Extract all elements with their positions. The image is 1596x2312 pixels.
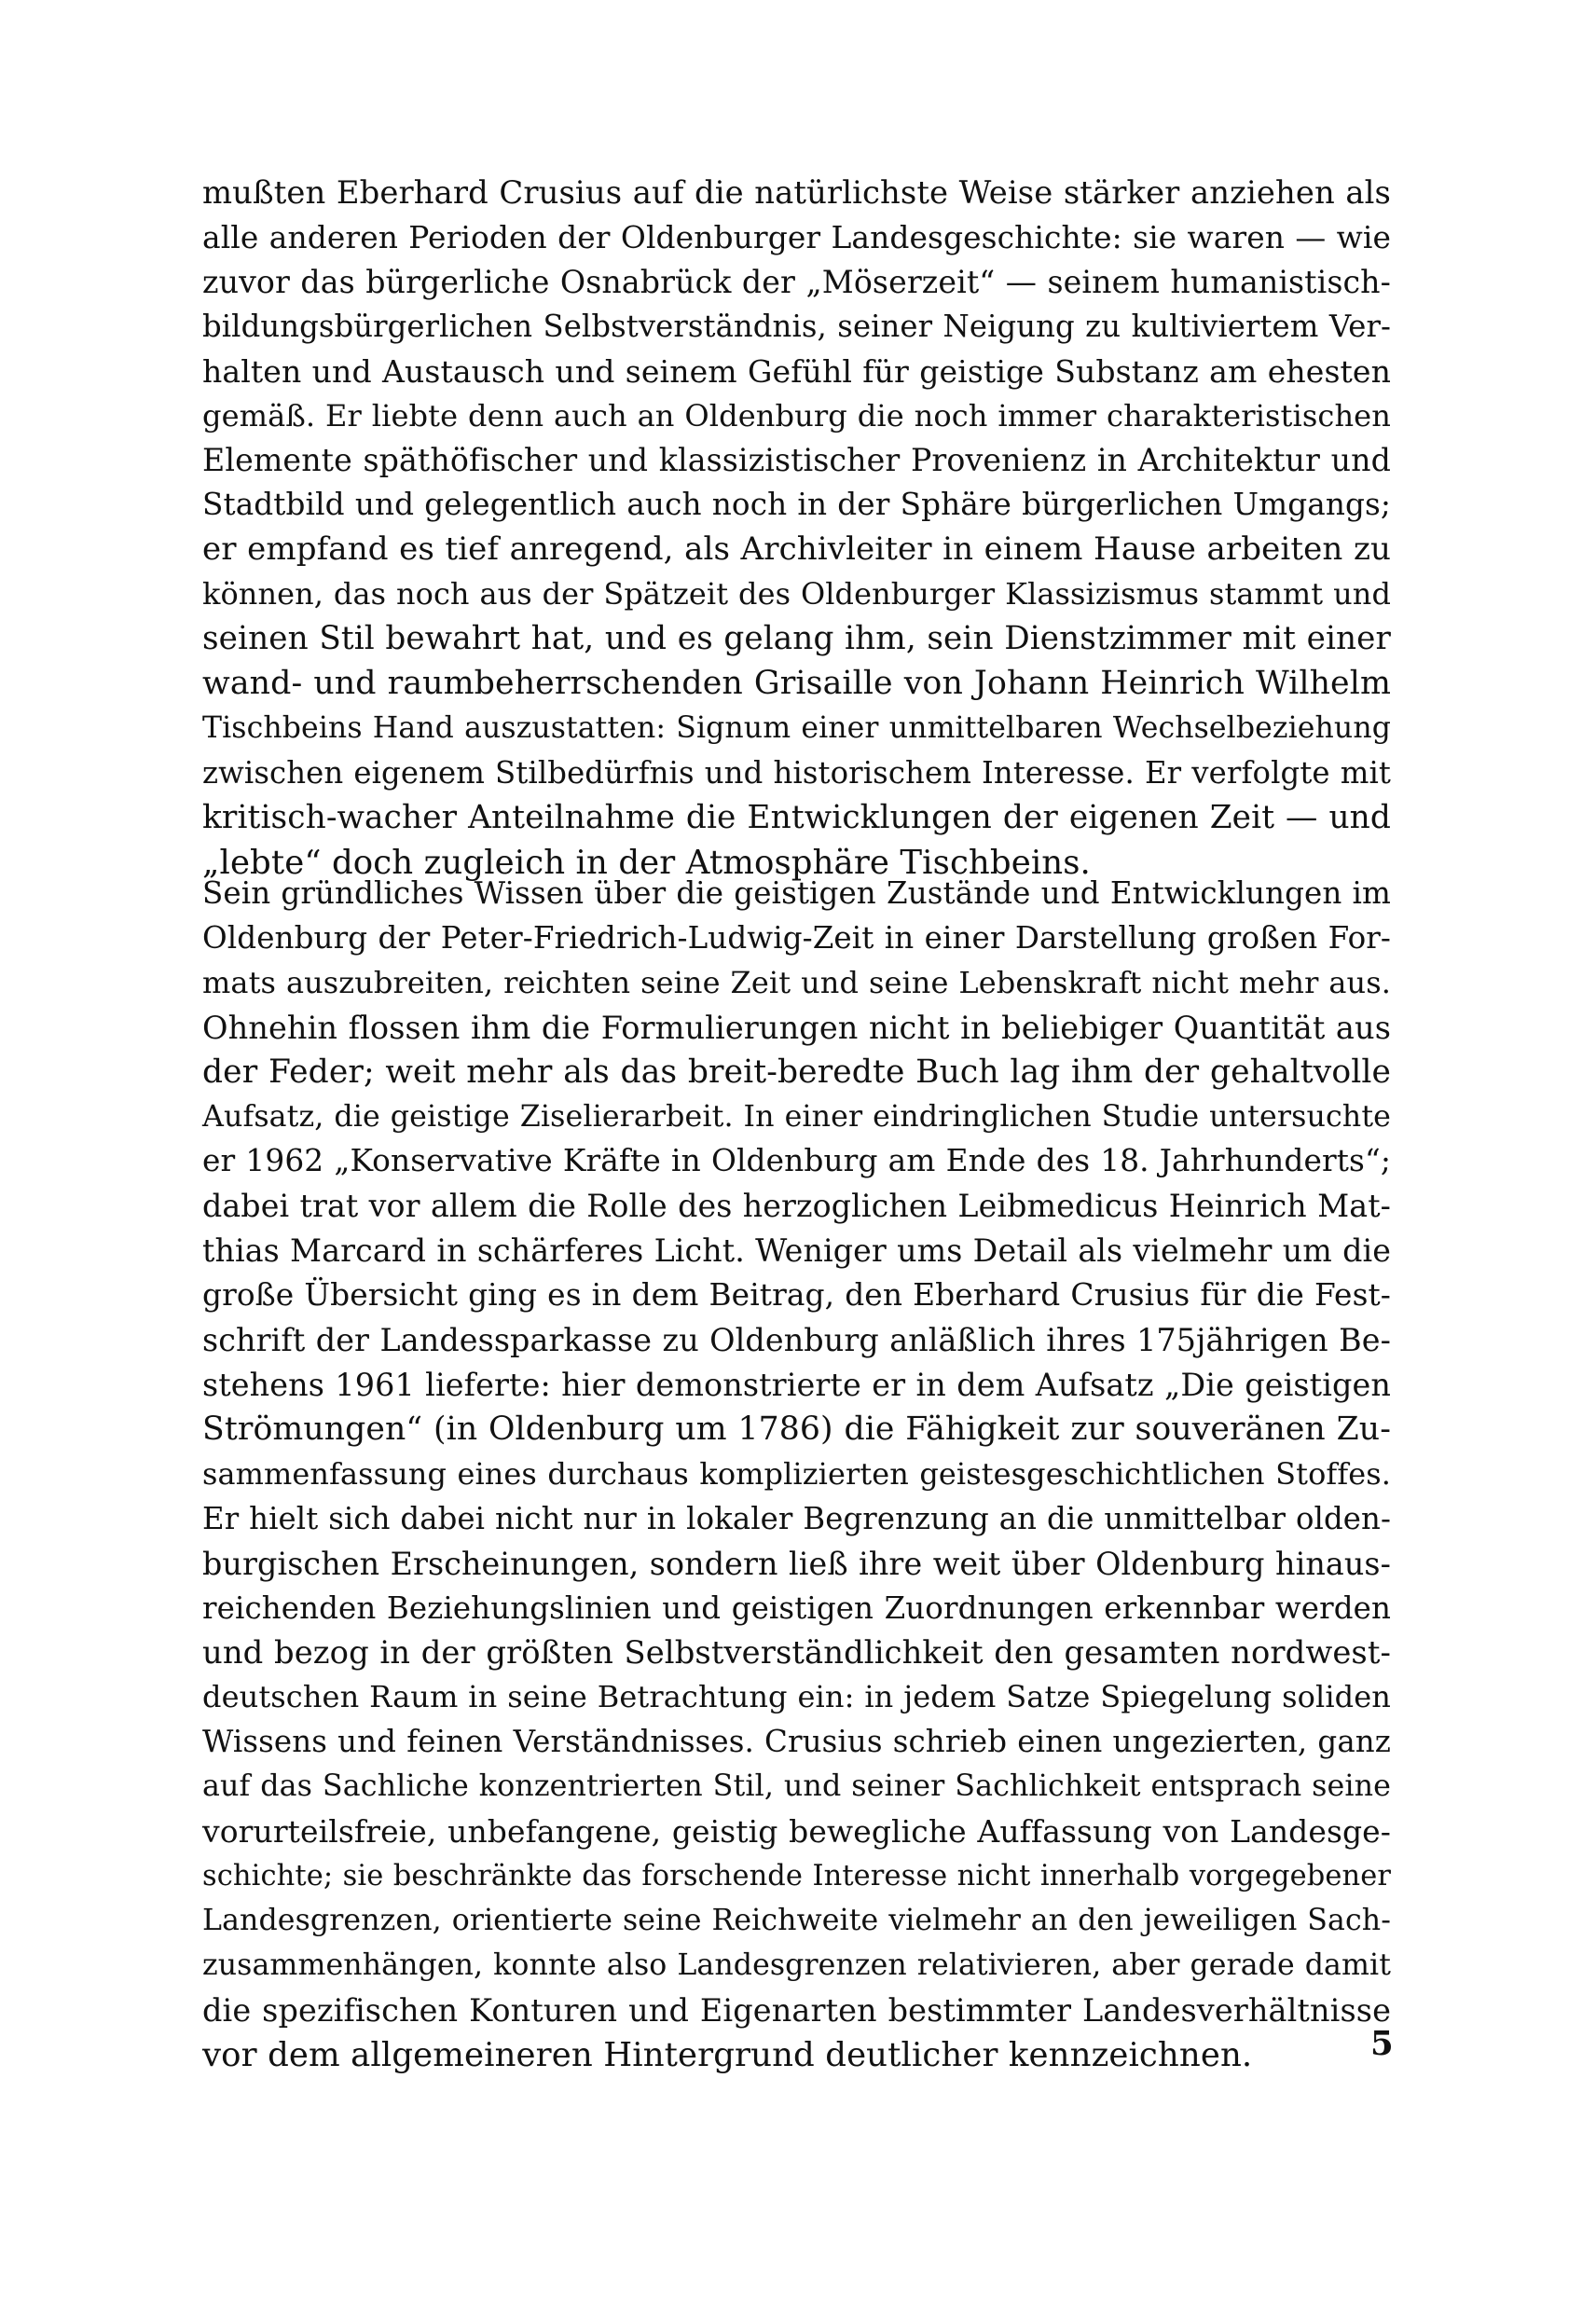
text-line: Strömungen“ (in Oldenburg um 1786) die Fähigkeit zur souveränen Zu-: [202, 1410, 1391, 1448]
text-line: halten und Austausch und seinem Gefühl für geistige Substanz am ehesten: [202, 352, 1391, 390]
text-line: große Übersicht ging es in dem Beitrag, den Eberhard Crusius für die Fest-: [202, 1277, 1391, 1314]
text-line: Sein gründliches Wissen über die geistigen Zustände und Entwicklungen im: [202, 875, 1391, 911]
text-line: vorurteilsfreie, unbefangene, geistig bewegliche Auffassung von Landesge-: [202, 1813, 1391, 1851]
text-line: vor dem allgemeineren Hintergrund deutlicher kennzeichnen.: [202, 2035, 1253, 2074]
text-line: seinen Stil bewahrt hat, und es gelang ihm, sein Dienstzimmer mit einer: [202, 620, 1391, 658]
text-line: thias Marcard in schärferes Licht. Weniger ums Detail als vielmehr um die: [202, 1232, 1391, 1270]
text-line: Landesgrenzen, orientierte seine Reichweite vielmehr an den jeweiligen Sach-: [202, 1903, 1391, 1937]
paragraph-1: [202, 171, 1391, 886]
text-line: schrift der Landessparkasse zu Oldenburg anläßlich ihres 175jährigen Be-: [202, 1322, 1391, 1359]
text-line: mats auszubreiten, reichten seine Zeit und seine Lebenskraft nicht mehr aus.: [202, 964, 1391, 1000]
text-line: Oldenburg der Peter-Friedrich-Ludwig-Zeit in einer Darstellung großen For-: [202, 919, 1391, 956]
text-line: alle anderen Perioden der Oldenburger Landesgeschichte: sie waren — wie: [202, 218, 1391, 255]
text-line: wand- und raumbeherrschenden Grisaille von Johann Heinrich Wilhelm: [202, 664, 1391, 702]
text-line: Er hielt sich dabei nicht nur in lokaler Begrenzung an die unmittelbar olden-: [202, 1500, 1391, 1536]
text-line: sammenfassung eines durchaus komplizierten geistesgeschichtlichen Stoffes.: [202, 1455, 1391, 1492]
text-line: und bezog in der größten Selbstverständlichkeit den gesamten nordwest-: [202, 1634, 1391, 1672]
text-line: können, das noch aus der Spätzeit des Oldenburger Klassizismus stammt und: [202, 576, 1391, 612]
text-line: zusammenhängen, konnte also Landesgrenzen relativieren, aber gerade damit: [202, 1947, 1391, 1982]
text-line: kritisch-wacher Anteilnahme die Entwicklungen der eigenen Zeit — und: [202, 798, 1391, 836]
page-number: 5: [1370, 2025, 1394, 2063]
text-line: Tischbeins Hand auszustatten: Signum einer unmittelbaren Wechselbeziehung: [202, 710, 1391, 745]
text-line: er 1962 „Konservative Kräfte in Oldenburg am Ende des 18. Jahrhunderts“;: [202, 1143, 1391, 1179]
text-line: „lebte“ doch zugleich in der Atmosphäre Tischbeins.: [202, 843, 1091, 882]
text-line: Aufsatz, die geistige Ziselierarbeit. In einer eindringlichen Studie untersuchte: [202, 1099, 1391, 1134]
paragraph-2: [202, 872, 1394, 2077]
text-line: auf das Sachliche konzentrierten Stil, und seiner Sachlichkeit entsprach seine: [202, 1769, 1391, 1804]
text-line: stehens 1961 lieferte: hier demonstrierte er in dem Aufsatz „Die geistigen: [202, 1366, 1391, 1403]
text-line: dabei trat vor allem die Rolle des herzoglichen Leibmedicus Heinrich Mat-: [202, 1188, 1391, 1225]
text-line: zuvor das bürgerliche Osnabrück der „Möserzeit“ — seinem humanistisch-: [202, 263, 1391, 300]
text-line: reichenden Beziehungslinien und geistigen Zuordnungen erkennbar werden: [202, 1590, 1391, 1626]
text-line: bildungsbürgerlichen Selbstverständnis, seiner Neigung zu kultiviertem Ver-: [202, 308, 1391, 344]
text-line: Ohnehin flossen ihm die Formulierungen nicht in beliebiger Quantität aus: [202, 1009, 1391, 1046]
text-line: Elemente späthöfischer und klassizistischer Provenienz in Architektur und: [202, 442, 1391, 479]
text-line: gemäß. Er liebte denn auch an Oldenburg die noch immer charakteristischen: [202, 397, 1391, 434]
text-line: er empfand es tief anregend, als Archivleiter in einem Hause arbeiten zu: [202, 530, 1391, 569]
text-line: Wissens und feinen Verständnisses. Crusius schrieb einen ungezierten, ganz: [202, 1724, 1391, 1760]
text-line: burgischen Erscheinungen, sondern ließ ihre weit über Oldenburg hinaus-: [202, 1545, 1391, 1582]
text-line: die spezifischen Konturen und Eigenarten bestimmter Landesverhältnisse: [202, 1991, 1391, 2029]
text-line: mußten Eberhard Crusius auf die natürlichste Weise stärker anziehen als: [202, 174, 1391, 211]
text-line: Stadtbild und gelegentlich auch noch in der Sphäre bürgerlichen Umgangs;: [202, 487, 1391, 523]
text-line: deutschen Raum in seine Betrachtung ein: in jedem Satze Spiegelung soliden: [202, 1679, 1391, 1715]
text-line: der Feder; weit mehr als das breit-beredte Buch lag ihm der gehaltvolle: [202, 1053, 1391, 1091]
text-line: schichte; sie beschränkte das forschende Interesse nicht innerhalb vorgegebener: [202, 1859, 1391, 1892]
text-line: zwischen eigenem Stilbedürfnis und historischem Interesse. Er verfolgte mit: [202, 754, 1391, 791]
